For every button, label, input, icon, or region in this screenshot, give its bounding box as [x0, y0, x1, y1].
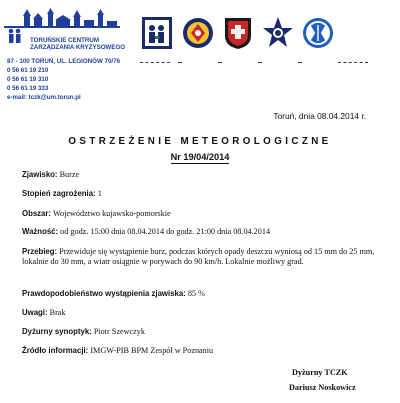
document-date: Toruń, dnia 08.04.2014 r.: [273, 111, 366, 121]
organization-name-line1: TORUŃSKIE CENTRUM: [30, 37, 99, 44]
document-number: [0, 152, 400, 162]
municipal-guard-badge-icon: [222, 16, 254, 50]
signature-title: Dyżurny TCZK: [292, 368, 348, 377]
field-value: Przewiduje się wystąpienie burz, podczas których opady deszczu wyniosą od 15 mm do 25 mm, lokalnie do 30 mm, a wiatr osiągnie w porywach do 90 km/h. Lokalnie możliwy grad.: [22, 247, 375, 266]
field-label: Dyżurny synoptyk:: [22, 327, 92, 336]
address: 87 - 100 TORUŃ, UL. LEGIONÓW 70/76: [7, 58, 121, 65]
fire-brigade-badge-icon: [182, 16, 214, 50]
field-value: Burze: [59, 170, 80, 179]
field-dyzurny-synoptyk: [22, 327, 145, 336]
field-value: Piotr Szewczyk: [93, 327, 145, 336]
field-uwagi: [22, 308, 66, 317]
police-star-icon: [262, 16, 294, 50]
field-zrodlo-informacji: [22, 346, 213, 355]
field-label: Obszar:: [22, 209, 52, 218]
field-label: Ważność:: [22, 227, 59, 236]
field-przebieg: [22, 247, 377, 266]
field-prawdopodobienstwo: [22, 289, 205, 298]
field-value: od godz. 15:00 dnia 08.04.2014 do godz. 21:00 dnia 08.04.2014: [60, 227, 271, 236]
divider: [338, 62, 368, 63]
divider: [140, 62, 170, 63]
divider: [298, 62, 302, 63]
field-value: Brak: [49, 308, 66, 317]
document-title: OSTRZEŻENIE METEOROLOGICZNE: [68, 136, 332, 147]
field-waznosc: [22, 227, 270, 236]
field-stopien-zagrozenia: [22, 189, 102, 198]
field-value: 85 %: [187, 289, 205, 298]
email: e-mail: tczk@um.torun.pl: [7, 94, 81, 102]
field-value: 1: [97, 189, 102, 198]
field-value: Województwo kujawsko-pomorskie: [52, 209, 171, 218]
field-value: IMGW-PIB BPM Zespół w Poznaniu: [90, 346, 214, 355]
field-label: Źródło informacji:: [22, 346, 89, 355]
divider: [258, 62, 262, 63]
phone-3: 0 56 61 19 333: [7, 85, 49, 93]
organization-name-line2: ZARZĄDZANIA KRYZYSOWEGO: [30, 44, 126, 51]
field-label: Prawdopodobieństwo wystąpienia zjawiska:: [22, 289, 186, 298]
field-zjawisko: [22, 170, 79, 179]
sanepid-badge-icon: [141, 16, 173, 50]
letterhead: [0, 0, 400, 100]
field-label: Zjawisko:: [22, 170, 58, 179]
phone-2: 0 56 61 19 310: [7, 76, 49, 84]
divider: [218, 62, 222, 63]
field-obszar: [22, 209, 171, 218]
divider: [178, 62, 182, 63]
document-number-text: Nr 19/04/2014: [170, 152, 230, 162]
signature-name: Dariusz Noskowicz: [289, 383, 356, 392]
emergency-medical-star-icon: [302, 16, 334, 50]
field-label: Przebieg:: [22, 247, 58, 256]
field-label: Uwagi:: [22, 308, 48, 317]
contact-block: [7, 57, 127, 102]
phone-1: 0 56 61 19 210: [7, 67, 49, 75]
organization-name: [30, 37, 130, 51]
field-label: Stopień zagrożenia:: [22, 189, 96, 198]
